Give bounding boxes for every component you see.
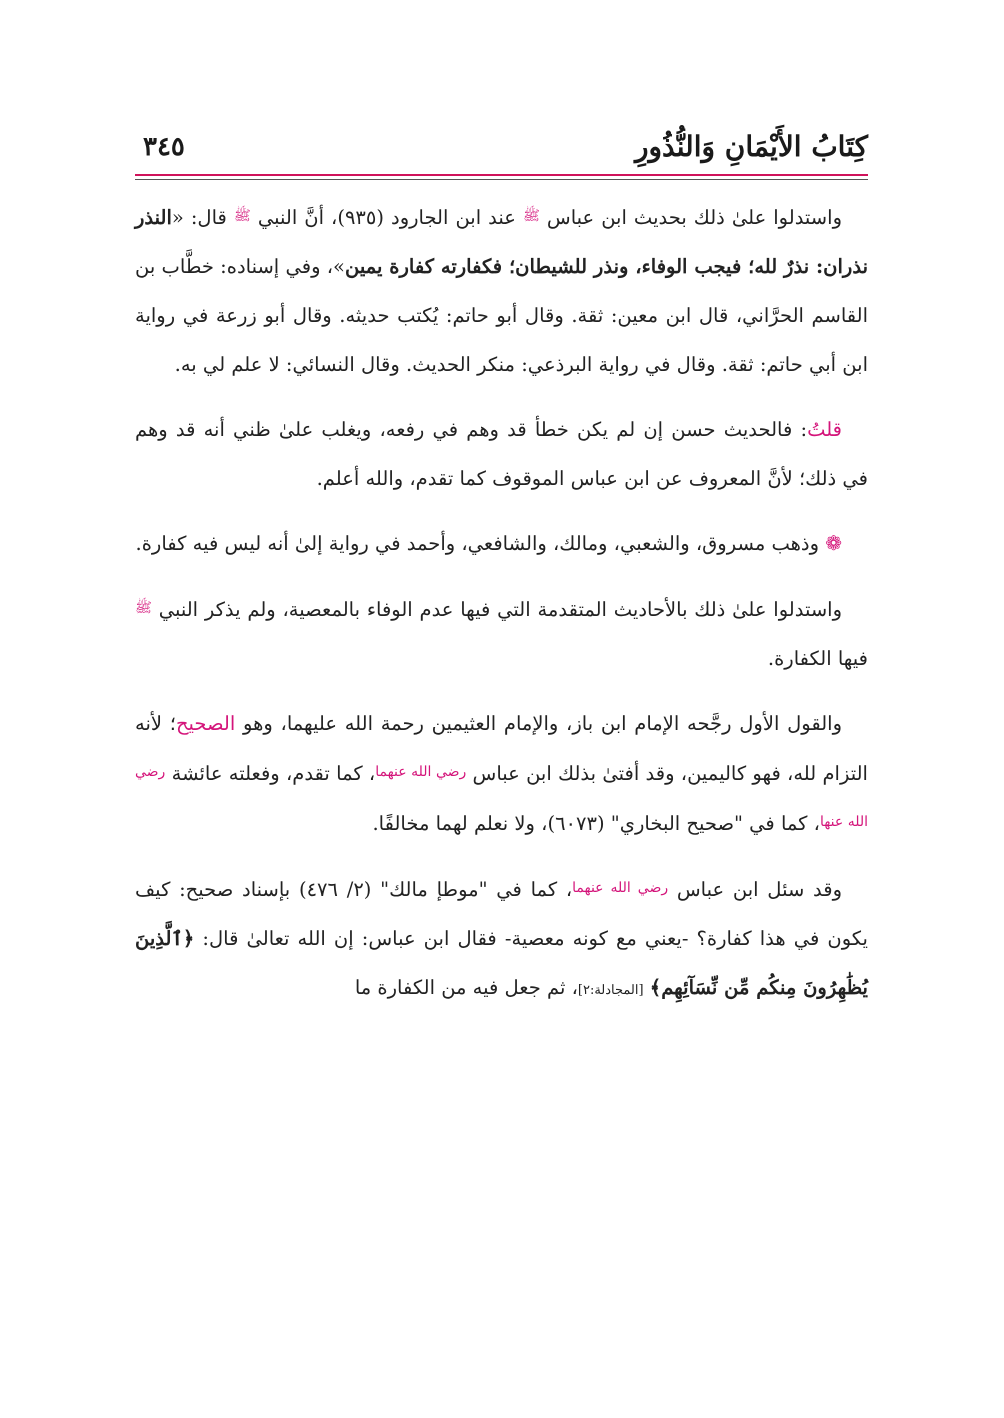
p5-text-3: ، كما تقدم، وفعلته عائشة <box>171 762 376 785</box>
verse-reference: [المجادلة:٢] <box>577 983 644 998</box>
paragraph-4 <box>135 584 868 683</box>
paragraph-2 <box>135 405 868 503</box>
author-note-label: قلتُ <box>807 418 842 441</box>
header-rule <box>135 174 868 180</box>
honorific-mark: رضي الله عنهما <box>572 880 669 896</box>
honorific-mark: رضي الله عنها <box>135 764 868 830</box>
highlight-correct: الصحيح <box>175 712 236 735</box>
p6-text-3: ، ثم جعل فيه من الكفارة ما <box>354 976 578 999</box>
flower-bullet-icon: ❁ <box>825 531 842 555</box>
p3-text-1: وذهب مسروق، والشعبي، ومالك، والشافعي، وأحمد في رواية إلىٰ أنه ليس فيه كفارة. <box>135 532 820 555</box>
p4-text-1: واستدلوا علىٰ ذلك بالأحاديث المتقدمة التي فيها عدم الوفاء بالمعصية، ولم يذكر النبي <box>158 598 842 621</box>
paragraph-3 <box>135 519 868 568</box>
p6-text-2: ، كما في "موطإ مالك" (٢/ ٤٧٦) بإسناد صحيح: كيف يكون في هذا كفارة؟ -يعني مع كونه معصية- فقال ابن عباس: إن الله تعالىٰ قال: <box>135 878 868 950</box>
header-rule-thick <box>135 174 868 176</box>
p1-text-4: »، وفي إسناده: خطَّاب بن القاسم الحرَّاني، قال ابن معين: ثقة. وقال أبو حاتم: يُكتب حديثه. وقال أبو زرعة في رواية ابن أبي حاتم: ثقة. وقال في رواية البرذعي: منكر الحديث. وقال النسائي: لا علم لي به. <box>135 255 868 376</box>
honorific-mark: ﷺ <box>233 208 251 224</box>
p2-text-1: : فالحديث حسن إن لم يكن خطأ قد وهم في رفعه، ويغلب علىٰ ظني أنه قد وهم في ذلك؛ لأنَّ المعروف عن ابن عباس الموقوف كما تقدم، والله أعلم. <box>135 418 868 490</box>
p5-text-2: ؛ لأنه التزام لله، فهو كاليمين، وقد أفتىٰ بذلك ابن عباس <box>135 712 868 785</box>
book-title: كِتَابُ الأَيْمَانِ وَالنُّذُورِ <box>634 130 868 163</box>
p6-text-1: وقد سئل ابن عباس <box>676 878 843 901</box>
p1-text-3: قال: « <box>171 206 227 229</box>
p5-text-1: والقول الأول رجَّحه الإمام ابن باز، والإمام العثيمين رحمة الله عليهما، وهو <box>243 712 842 735</box>
hadith-quote: النذر نذران: نذرٌ لله؛ فيجب الوفاء، ونذر للشيطان؛ فكفارته كفارة يمين <box>135 206 869 278</box>
page-header <box>135 110 868 166</box>
p1-text-2: عند ابن الجارود (٩٣٥)، أنَّ النبي <box>257 206 516 229</box>
paragraph-1 <box>135 192 868 389</box>
page-body <box>135 192 868 1015</box>
header-rule-thin <box>135 179 868 180</box>
paragraph-5 <box>135 699 868 848</box>
book-page <box>135 110 868 1031</box>
p1-text-1: واستدلوا علىٰ ذلك بحديث ابن عباس <box>546 206 842 229</box>
quran-verse: ﴿ٱلَّذِينَ يُظَٰهِرُونَ مِنكُم مِّن نِّسَآئِهِم﴾ <box>135 927 868 999</box>
p5-text-4: ، كما في "صحيح البخاري" (٦٠٧٣)، ولا نعلم لهما مخالفًا. <box>372 812 820 835</box>
page-number: ٣٤٥ <box>143 132 185 162</box>
paragraph-6 <box>135 864 868 1015</box>
p4-text-2: فيها الكفارة. <box>767 647 868 670</box>
honorific-mark: رضي الله عنهما <box>375 764 467 780</box>
honorific-mark: ﷺ <box>522 208 540 224</box>
honorific-mark: ﷺ <box>135 600 152 616</box>
